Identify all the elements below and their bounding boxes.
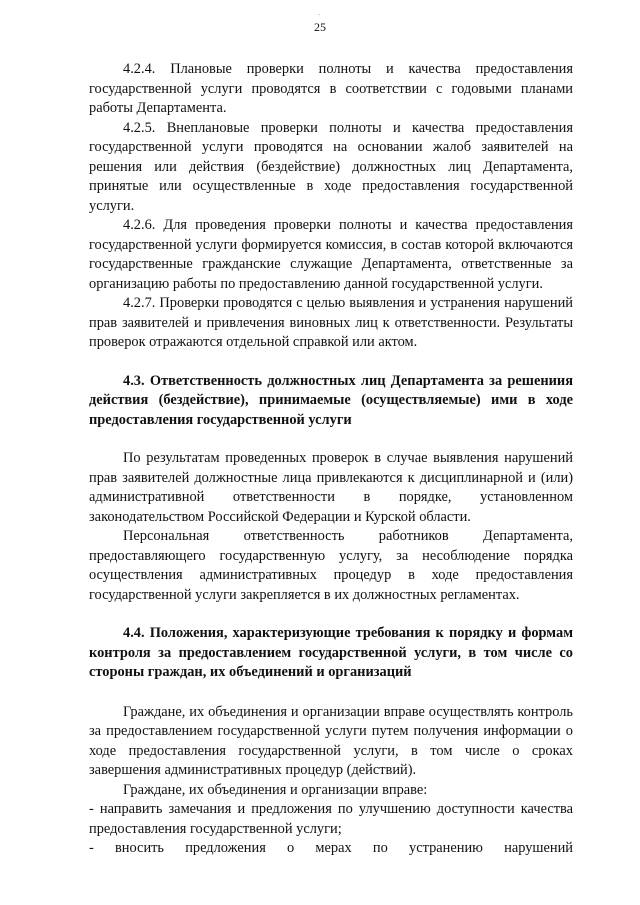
list-item-proposals: - вносить предложения о мерах по устранению нарушений	[89, 840, 573, 856]
document-body	[89, 60, 573, 859]
list-item-remarks: - направить замечания и предложения по улучшению доступности качества предоставления государственной услуги;	[89, 801, 573, 837]
paragraph-4-2-5: 4.2.5. Внеплановые проверки полноты и качества предоставления государственной услуги проводятся на основании жалоб заявителей на решения или действия (бездействие) должностных лиц Департамента, принятые или осуществленные в ходе предоставления государственной услуги.	[89, 119, 573, 214]
paragraph-citizens-rights: Граждане, их объединения и организации вправе:	[123, 781, 428, 798]
paragraph-violations: По результатам проведенных проверок в случае выявления нарушений прав заявителей должностные лица привлекаются к дисциплинарной и (или) административной ответственности в порядке, установленном законодательством Российской Федерации и Курской области.	[89, 450, 573, 525]
page-mark: .	[318, 8, 320, 17]
paragraph-4-2-7: 4.2.7. Проверки проводятся с целью выявления и устранения нарушений прав заявителей и привлечения виновных лиц к ответственности. Результаты проверок отражаются отдельной справкой или актом.	[89, 295, 573, 350]
paragraph-personal-responsibility: Персональная ответственность работников Департамента, предоставляющего государственную услугу, за несоблюдение порядка осуществления административных процедур в ходе предоставления государственной услуги закрепляется в их должностных регламентах.	[89, 528, 573, 603]
paragraph-citizens-control: Граждане, их объединения и организации вправе осуществлять контроль за предоставлением государственной услуги путем получения информации о ходе предоставления государственной услуги, в том числе о сроках завершения административных процедур (действий).	[89, 703, 573, 778]
section-heading-4-4: 4.4. Положения, характеризующие требования к порядку и формам контроля за предоставлением государственной услуги, в том числе со стороны граждан, их объединений и организаций	[89, 625, 573, 680]
section-heading-4-3: 4.3. Ответственность должностных лиц Департамента за решениия действия (бездействие), принимаемые (осуществляемые) ими в ходе предоставления государственной услуги	[89, 372, 573, 428]
paragraph-4-2-4: 4.2.4. Плановые проверки полноты и качества предоставления государственной услуги проводятся в соответствии с годовыми планами работы Департамента.	[89, 61, 573, 116]
page-number: 25	[314, 20, 326, 34]
paragraph-4-2-6: 4.2.6. Для проведения проверки полноты и качества предоставления государственной услуги формируется комиссия, в состав которой включаются государственные гражданские служащие Департамента, ответственные за организацию работы по предоставлению данной государственной услуги.	[89, 217, 573, 292]
